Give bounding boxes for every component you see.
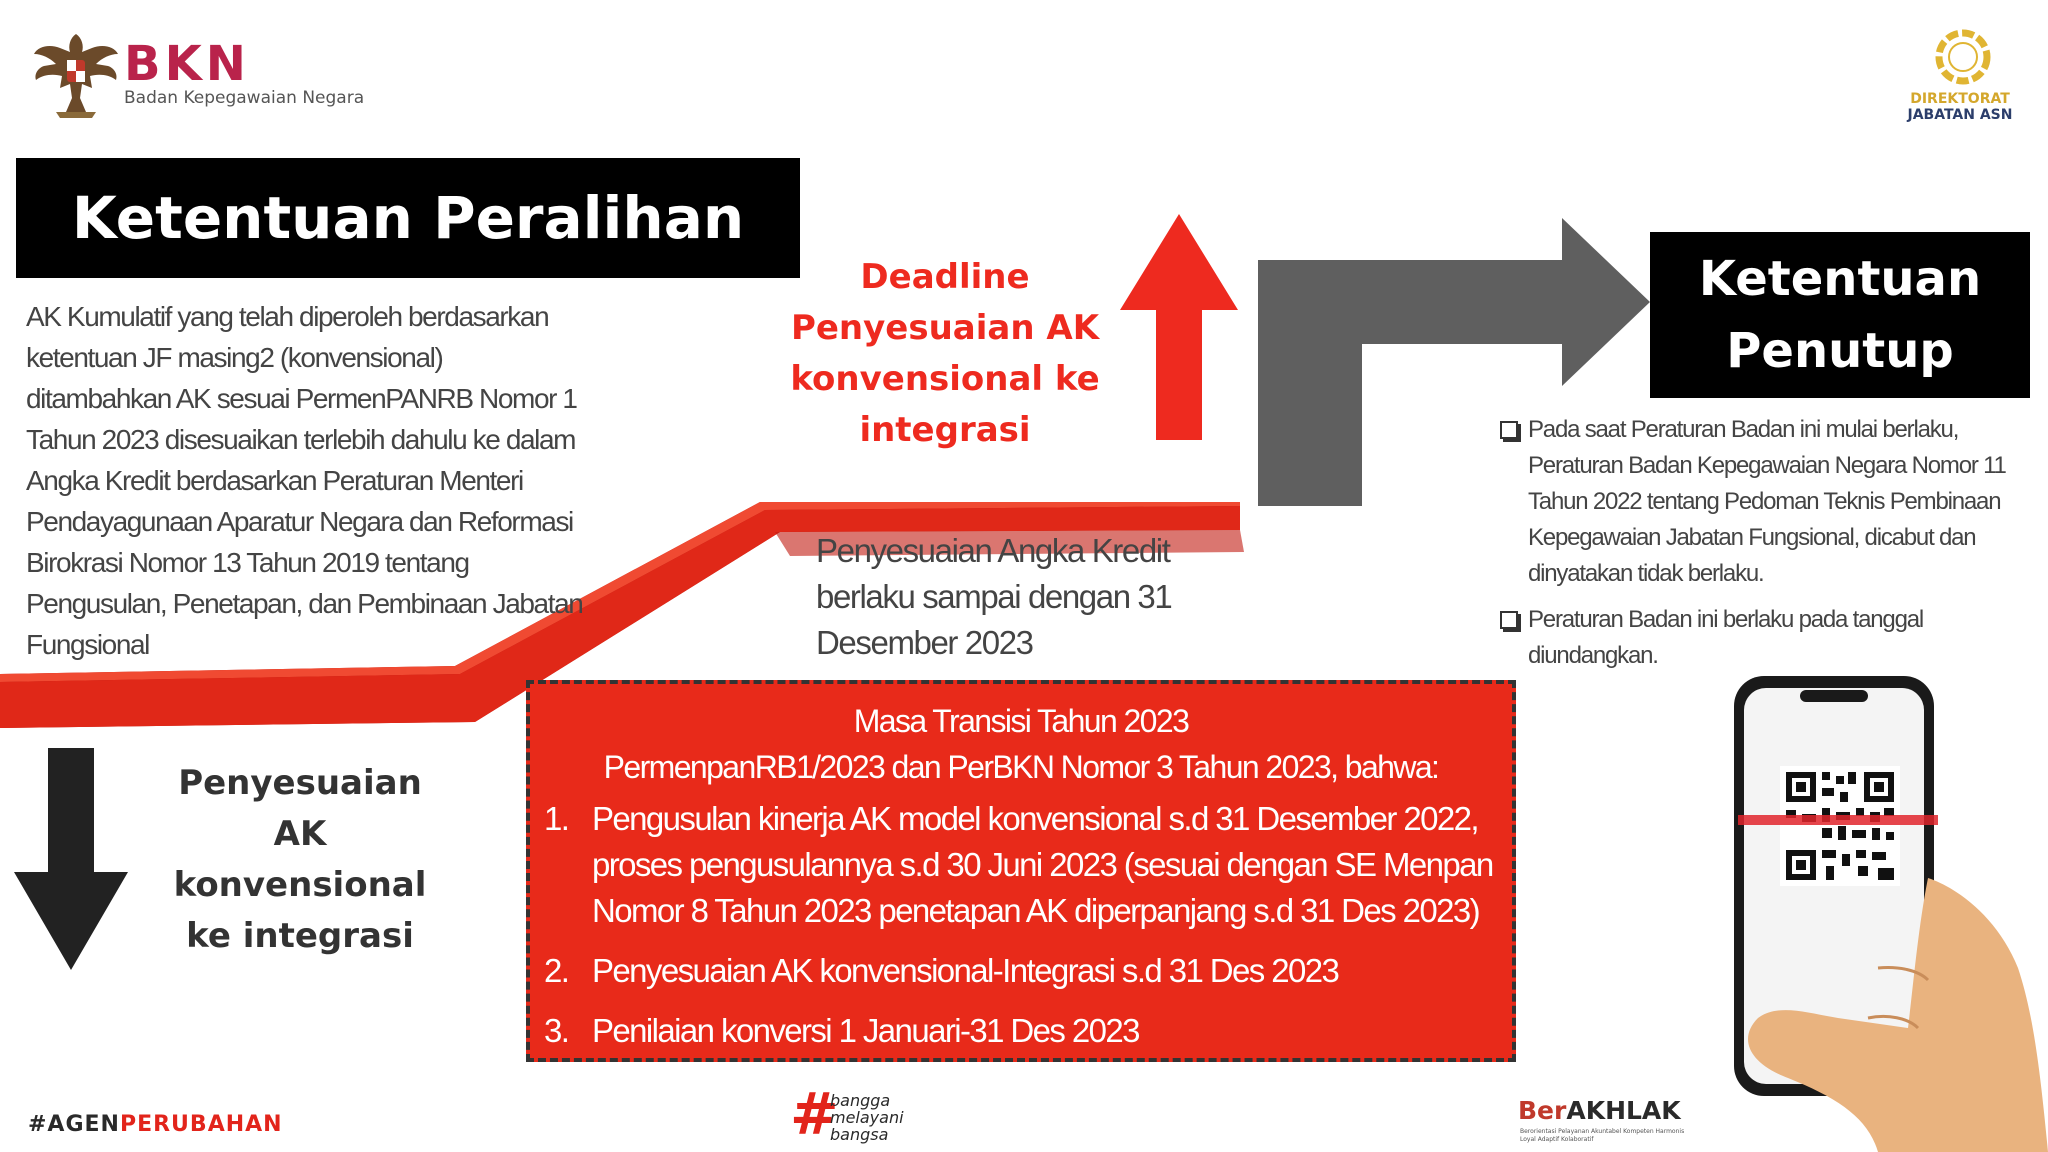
hashtag-agen-perubahan [28, 1112, 283, 1137]
down-arrow-icon [14, 748, 128, 970]
penutup-item [1496, 412, 2026, 592]
hashtag-part2: PERUBAHAN [119, 1112, 283, 1137]
adjustment-note: Penyesuaian Angka Kredit berlaku sampai dengan 31 Desember 2023 [816, 532, 1172, 661]
bangga-text [830, 1092, 904, 1143]
section-title-peralihan: Ketentuan Peralihan [16, 158, 800, 278]
up-arrow-icon [1120, 214, 1238, 440]
bangga-line3: bangsa [830, 1125, 889, 1144]
transition-heading-line1: Masa Transisi Tahun 2023 [853, 703, 1189, 739]
down-arrow-label: Penyesuaian AK konvensional ke integrasi [173, 763, 427, 956]
phone-qr-scan-illustration [1718, 668, 2048, 1152]
directorate-name [1880, 91, 2040, 123]
transition-heading [530, 698, 1512, 790]
penutup-item [1496, 602, 2026, 674]
deadline-label: Deadline Penyesuaian AK konvensional ke integrasi [790, 257, 1100, 450]
berakhlak-part2: AKHLAK [1566, 1096, 1681, 1125]
transition-list [544, 796, 1504, 1068]
penutup-item-text: Pada saat Peraturan Badan ini mulai berlaku, Peraturan Badan Kepegawaian Negara Nomor 11 Tahun 2022 tentang Pedoman Teknis Pembinaan Kepegawaian Jabatan Fungsional, dicabut dan dinyatakan tidak berlaku. [1528, 416, 2006, 587]
transition-item-text: Penilaian konversi 1 Januari-31 Des 2023 [592, 1012, 1139, 1049]
transition-item-text: Pengusulan kinerja AK model konvensional s.d 31 Desember 2022, proses pengusulannya s.d 30 Juni 2023 (sesuai dengan SE Menpan Nomor 8 Tahun 2023 penetapan AK diperpanjang s.d 31 Des 2023) [592, 800, 1493, 929]
section-title-penutup [1650, 232, 2030, 398]
berakhlak-logo [1518, 1096, 1681, 1125]
bangga-melayani-bangsa-logo [790, 1080, 930, 1150]
berakhlak-part1: Ber [1518, 1096, 1567, 1125]
penutup-title-line2: Penutup [1726, 323, 1954, 379]
transition-item-number: 2. [544, 952, 569, 989]
transition-item [544, 948, 1504, 994]
directorate-line2: JABATAN ASN [1907, 107, 2013, 123]
directorate-ring-icon [1928, 22, 1998, 92]
bangga-line1: bangga [830, 1091, 891, 1110]
checkbox-bullet-icon [1500, 421, 1518, 439]
transition-box [526, 680, 1516, 1062]
transition-item [544, 796, 1504, 934]
berakhlak-tagline: Berorientasi Pelayanan Akuntabel Kompeten Harmonis Loyal Adaptif Kolaboratif [1520, 1128, 1685, 1143]
transition-heading-line2: PermenpanRB1/2023 dan PerBKN Nomor 3 Tahun 2023, bahwa: [603, 749, 1439, 785]
transition-item-number: 3. [544, 1012, 569, 1049]
transition-item [544, 1008, 1504, 1054]
penutup-item-text: Peraturan Badan ini berlaku pada tanggal diundangkan. [1528, 606, 1923, 669]
transition-item-number: 1. [544, 800, 569, 837]
bangga-hash-mark: # [790, 1080, 839, 1148]
penutup-list [1496, 412, 2026, 684]
directorate-line1: DIREKTORAT [1910, 91, 2010, 107]
hashtag-part1: #AGEN [28, 1112, 120, 1137]
transition-item-text: Penyesuaian AK konvensional-Integrasi s.d 31 Des 2023 [592, 952, 1339, 989]
peralihan-paragraph: AK Kumulatif yang telah diperoleh berdasarkan ketentuan JF masing2 (konvensional) ditambahkan AK sesuai PermenPANRB Nomor 1 Tahun 2023 disesuaikan terlebih dahulu ke dalam Angka Kredit berdasarkan Peraturan Menteri Pendayagunaan Aparatur Negara dan Reformasi Birokrasi Nomor 13 Tahun 2019 tentang Pengusulan, Penetapan, dan Pembinaan Jabatan Fungsional [26, 301, 583, 660]
checkbox-bullet-icon [1500, 611, 1518, 629]
penutup-title-line1: Ketentuan [1698, 251, 1982, 307]
org-full-name: Badan Kepegawaian Negara [124, 88, 365, 108]
bangga-line2: melayani [830, 1108, 904, 1127]
garuda-emblem-icon [30, 28, 122, 120]
org-name: BKN [124, 36, 250, 92]
